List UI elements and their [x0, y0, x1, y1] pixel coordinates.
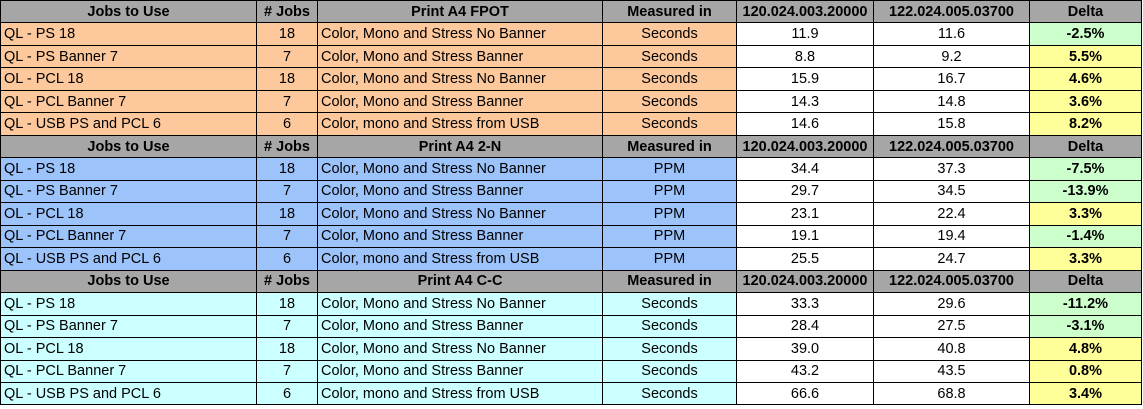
- version-a-value-cell[interactable]: 8.8: [737, 45, 874, 67]
- table-row: [1, 248, 1142, 270]
- table-row: [1, 90, 1142, 112]
- version-b-value-cell[interactable]: 68.8: [874, 382, 1030, 404]
- description-cell[interactable]: Color, Mono and Stress Banner: [318, 360, 603, 382]
- description-cell[interactable]: Color, Mono and Stress Banner: [318, 180, 603, 202]
- unit-cell[interactable]: Seconds: [603, 293, 737, 315]
- version-a-value-cell[interactable]: 25.5: [737, 248, 874, 270]
- delta-cell[interactable]: 3.4%: [1030, 382, 1142, 404]
- version-a-value-cell[interactable]: 39.0: [737, 338, 874, 360]
- table-row: [1, 113, 1142, 135]
- header-version-a: 120.024.003.20000: [737, 270, 874, 292]
- description-cell[interactable]: Color, Mono and Stress No Banner: [318, 158, 603, 180]
- version-b-value-cell[interactable]: 9.2: [874, 45, 1030, 67]
- job-name-cell[interactable]: OL - PCL 18: [1, 338, 257, 360]
- description-cell[interactable]: Color, Mono and Stress Banner: [318, 45, 603, 67]
- delta-cell[interactable]: 5.5%: [1030, 45, 1142, 67]
- table-row: [1, 360, 1142, 382]
- job-count-cell[interactable]: 18: [257, 293, 318, 315]
- job-count-cell[interactable]: 6: [257, 248, 318, 270]
- version-a-value-cell[interactable]: 14.6: [737, 113, 874, 135]
- header-num-jobs: # Jobs: [257, 270, 318, 292]
- delta-cell[interactable]: 8.2%: [1030, 113, 1142, 135]
- unit-cell[interactable]: Seconds: [603, 382, 737, 404]
- table-row: [1, 382, 1142, 404]
- header-jobs-to-use: Jobs to Use: [1, 270, 257, 292]
- table-row: [1, 45, 1142, 67]
- delta-cell[interactable]: -3.1%: [1030, 315, 1142, 337]
- version-b-value-cell[interactable]: 19.4: [874, 225, 1030, 247]
- delta-cell[interactable]: -11.2%: [1030, 293, 1142, 315]
- job-count-cell[interactable]: 18: [257, 158, 318, 180]
- section-header-row: [1, 270, 1142, 292]
- header-num-jobs: # Jobs: [257, 135, 318, 157]
- job-count-cell[interactable]: 7: [257, 180, 318, 202]
- job-count-cell[interactable]: 18: [257, 68, 318, 90]
- job-name-cell[interactable]: QL - PCL Banner 7: [1, 225, 257, 247]
- delta-cell[interactable]: -7.5%: [1030, 158, 1142, 180]
- table-row: [1, 68, 1142, 90]
- table-row: [1, 158, 1142, 180]
- version-a-value-cell[interactable]: 19.1: [737, 225, 874, 247]
- version-a-value-cell[interactable]: 66.6: [737, 382, 874, 404]
- unit-cell[interactable]: Seconds: [603, 90, 737, 112]
- job-count-cell[interactable]: 18: [257, 338, 318, 360]
- version-b-value-cell[interactable]: 24.7: [874, 248, 1030, 270]
- description-cell[interactable]: Color, Mono and Stress Banner: [318, 315, 603, 337]
- description-cell[interactable]: Color, mono and Stress from USB: [318, 382, 603, 404]
- description-cell[interactable]: Color, Mono and Stress No Banner: [318, 203, 603, 225]
- description-cell[interactable]: Color, Mono and Stress Banner: [318, 225, 603, 247]
- version-a-value-cell[interactable]: 28.4: [737, 315, 874, 337]
- header-version-b: 122.024.005.03700: [874, 135, 1030, 157]
- job-count-cell[interactable]: 6: [257, 382, 318, 404]
- job-count-cell[interactable]: 6: [257, 113, 318, 135]
- section-title: Print A4 C-C: [318, 270, 603, 292]
- version-b-value-cell[interactable]: 40.8: [874, 338, 1030, 360]
- job-name-cell[interactable]: QL - USB PS and PCL 6: [1, 248, 257, 270]
- header-version-b: 122.024.005.03700: [874, 1, 1030, 23]
- table-row: [1, 180, 1142, 202]
- unit-cell[interactable]: PPM: [603, 248, 737, 270]
- job-name-cell[interactable]: QL - PCL Banner 7: [1, 90, 257, 112]
- description-cell[interactable]: Color, Mono and Stress No Banner: [318, 338, 603, 360]
- version-b-value-cell[interactable]: 15.8: [874, 113, 1030, 135]
- job-count-cell[interactable]: 7: [257, 360, 318, 382]
- header-measured-in: Measured in: [603, 270, 737, 292]
- version-b-value-cell[interactable]: 16.7: [874, 68, 1030, 90]
- table-row: [1, 338, 1142, 360]
- unit-cell[interactable]: PPM: [603, 180, 737, 202]
- table-row: [1, 203, 1142, 225]
- description-cell[interactable]: Color, Mono and Stress Banner: [318, 90, 603, 112]
- job-name-cell[interactable]: QL - PS 18: [1, 23, 257, 45]
- delta-cell[interactable]: -1.4%: [1030, 225, 1142, 247]
- unit-cell[interactable]: Seconds: [603, 45, 737, 67]
- header-version-a: 120.024.003.20000: [737, 135, 874, 157]
- version-a-value-cell[interactable]: 11.9: [737, 23, 874, 45]
- version-a-value-cell[interactable]: 14.3: [737, 90, 874, 112]
- header-jobs-to-use: Jobs to Use: [1, 135, 257, 157]
- delta-cell[interactable]: 4.6%: [1030, 68, 1142, 90]
- version-a-value-cell[interactable]: 43.2: [737, 360, 874, 382]
- description-cell[interactable]: Color, Mono and Stress No Banner: [318, 293, 603, 315]
- unit-cell[interactable]: Seconds: [603, 23, 737, 45]
- version-b-value-cell[interactable]: 14.8: [874, 90, 1030, 112]
- table-row: [1, 315, 1142, 337]
- table-row: [1, 225, 1142, 247]
- unit-cell[interactable]: Seconds: [603, 360, 737, 382]
- version-a-value-cell[interactable]: 29.7: [737, 180, 874, 202]
- version-b-value-cell[interactable]: 37.3: [874, 158, 1030, 180]
- job-name-cell[interactable]: QL - PS 18: [1, 158, 257, 180]
- job-name-cell[interactable]: QL - PS Banner 7: [1, 45, 257, 67]
- section-title: Print A4 2-N: [318, 135, 603, 157]
- delta-cell[interactable]: -2.5%: [1030, 23, 1142, 45]
- version-b-value-cell[interactable]: 27.5: [874, 315, 1030, 337]
- job-count-cell[interactable]: 18: [257, 23, 318, 45]
- unit-cell[interactable]: PPM: [603, 225, 737, 247]
- job-count-cell[interactable]: 18: [257, 203, 318, 225]
- version-b-value-cell[interactable]: 29.6: [874, 293, 1030, 315]
- delta-cell[interactable]: 3.3%: [1030, 203, 1142, 225]
- version-b-value-cell[interactable]: 22.4: [874, 203, 1030, 225]
- description-cell[interactable]: Color, Mono and Stress No Banner: [318, 23, 603, 45]
- header-num-jobs: # Jobs: [257, 1, 318, 23]
- job-name-cell[interactable]: QL - USB PS and PCL 6: [1, 382, 257, 404]
- header-version-b: 122.024.005.03700: [874, 270, 1030, 292]
- delta-cell[interactable]: 0.8%: [1030, 360, 1142, 382]
- job-name-cell[interactable]: QL - PCL Banner 7: [1, 360, 257, 382]
- version-b-value-cell[interactable]: 34.5: [874, 180, 1030, 202]
- version-b-value-cell[interactable]: 43.5: [874, 360, 1030, 382]
- job-count-cell[interactable]: 7: [257, 90, 318, 112]
- unit-cell[interactable]: Seconds: [603, 113, 737, 135]
- job-name-cell[interactable]: QL - PS Banner 7: [1, 180, 257, 202]
- job-name-cell[interactable]: QL - PS Banner 7: [1, 315, 257, 337]
- header-version-a: 120.024.003.20000: [737, 1, 874, 23]
- job-name-cell[interactable]: OL - PCL 18: [1, 68, 257, 90]
- delta-cell[interactable]: 3.6%: [1030, 90, 1142, 112]
- job-name-cell[interactable]: QL - PS 18: [1, 293, 257, 315]
- section-title: Print A4 FPOT: [318, 1, 603, 23]
- unit-cell[interactable]: Seconds: [603, 338, 737, 360]
- header-jobs-to-use: Jobs to Use: [1, 1, 257, 23]
- header-delta: Delta: [1030, 270, 1142, 292]
- version-a-value-cell[interactable]: 15.9: [737, 68, 874, 90]
- table-row: [1, 23, 1142, 45]
- header-delta: Delta: [1030, 135, 1142, 157]
- unit-cell[interactable]: Seconds: [603, 315, 737, 337]
- delta-cell[interactable]: -13.9%: [1030, 180, 1142, 202]
- job-name-cell[interactable]: OL - PCL 18: [1, 203, 257, 225]
- job-count-cell[interactable]: 7: [257, 45, 318, 67]
- section-header-row: [1, 135, 1142, 157]
- header-measured-in: Measured in: [603, 135, 737, 157]
- version-a-value-cell[interactable]: 33.3: [737, 293, 874, 315]
- section-header-row: [1, 1, 1142, 23]
- table-row: [1, 293, 1142, 315]
- job-name-cell[interactable]: QL - USB PS and PCL 6: [1, 113, 257, 135]
- table-body: [1, 1, 1142, 405]
- unit-cell[interactable]: PPM: [603, 158, 737, 180]
- unit-cell[interactable]: PPM: [603, 203, 737, 225]
- header-measured-in: Measured in: [603, 1, 737, 23]
- job-count-cell[interactable]: 7: [257, 315, 318, 337]
- delta-cell[interactable]: 3.3%: [1030, 248, 1142, 270]
- description-cell[interactable]: Color, Mono and Stress No Banner: [318, 68, 603, 90]
- version-a-value-cell[interactable]: 34.4: [737, 158, 874, 180]
- version-a-value-cell[interactable]: 23.1: [737, 203, 874, 225]
- header-delta: Delta: [1030, 1, 1142, 23]
- description-cell[interactable]: Color, mono and Stress from USB: [318, 248, 603, 270]
- delta-cell[interactable]: 4.8%: [1030, 338, 1142, 360]
- description-cell[interactable]: Color, mono and Stress from USB: [318, 113, 603, 135]
- version-b-value-cell[interactable]: 11.6: [874, 23, 1030, 45]
- job-count-cell[interactable]: 7: [257, 225, 318, 247]
- unit-cell[interactable]: Seconds: [603, 68, 737, 90]
